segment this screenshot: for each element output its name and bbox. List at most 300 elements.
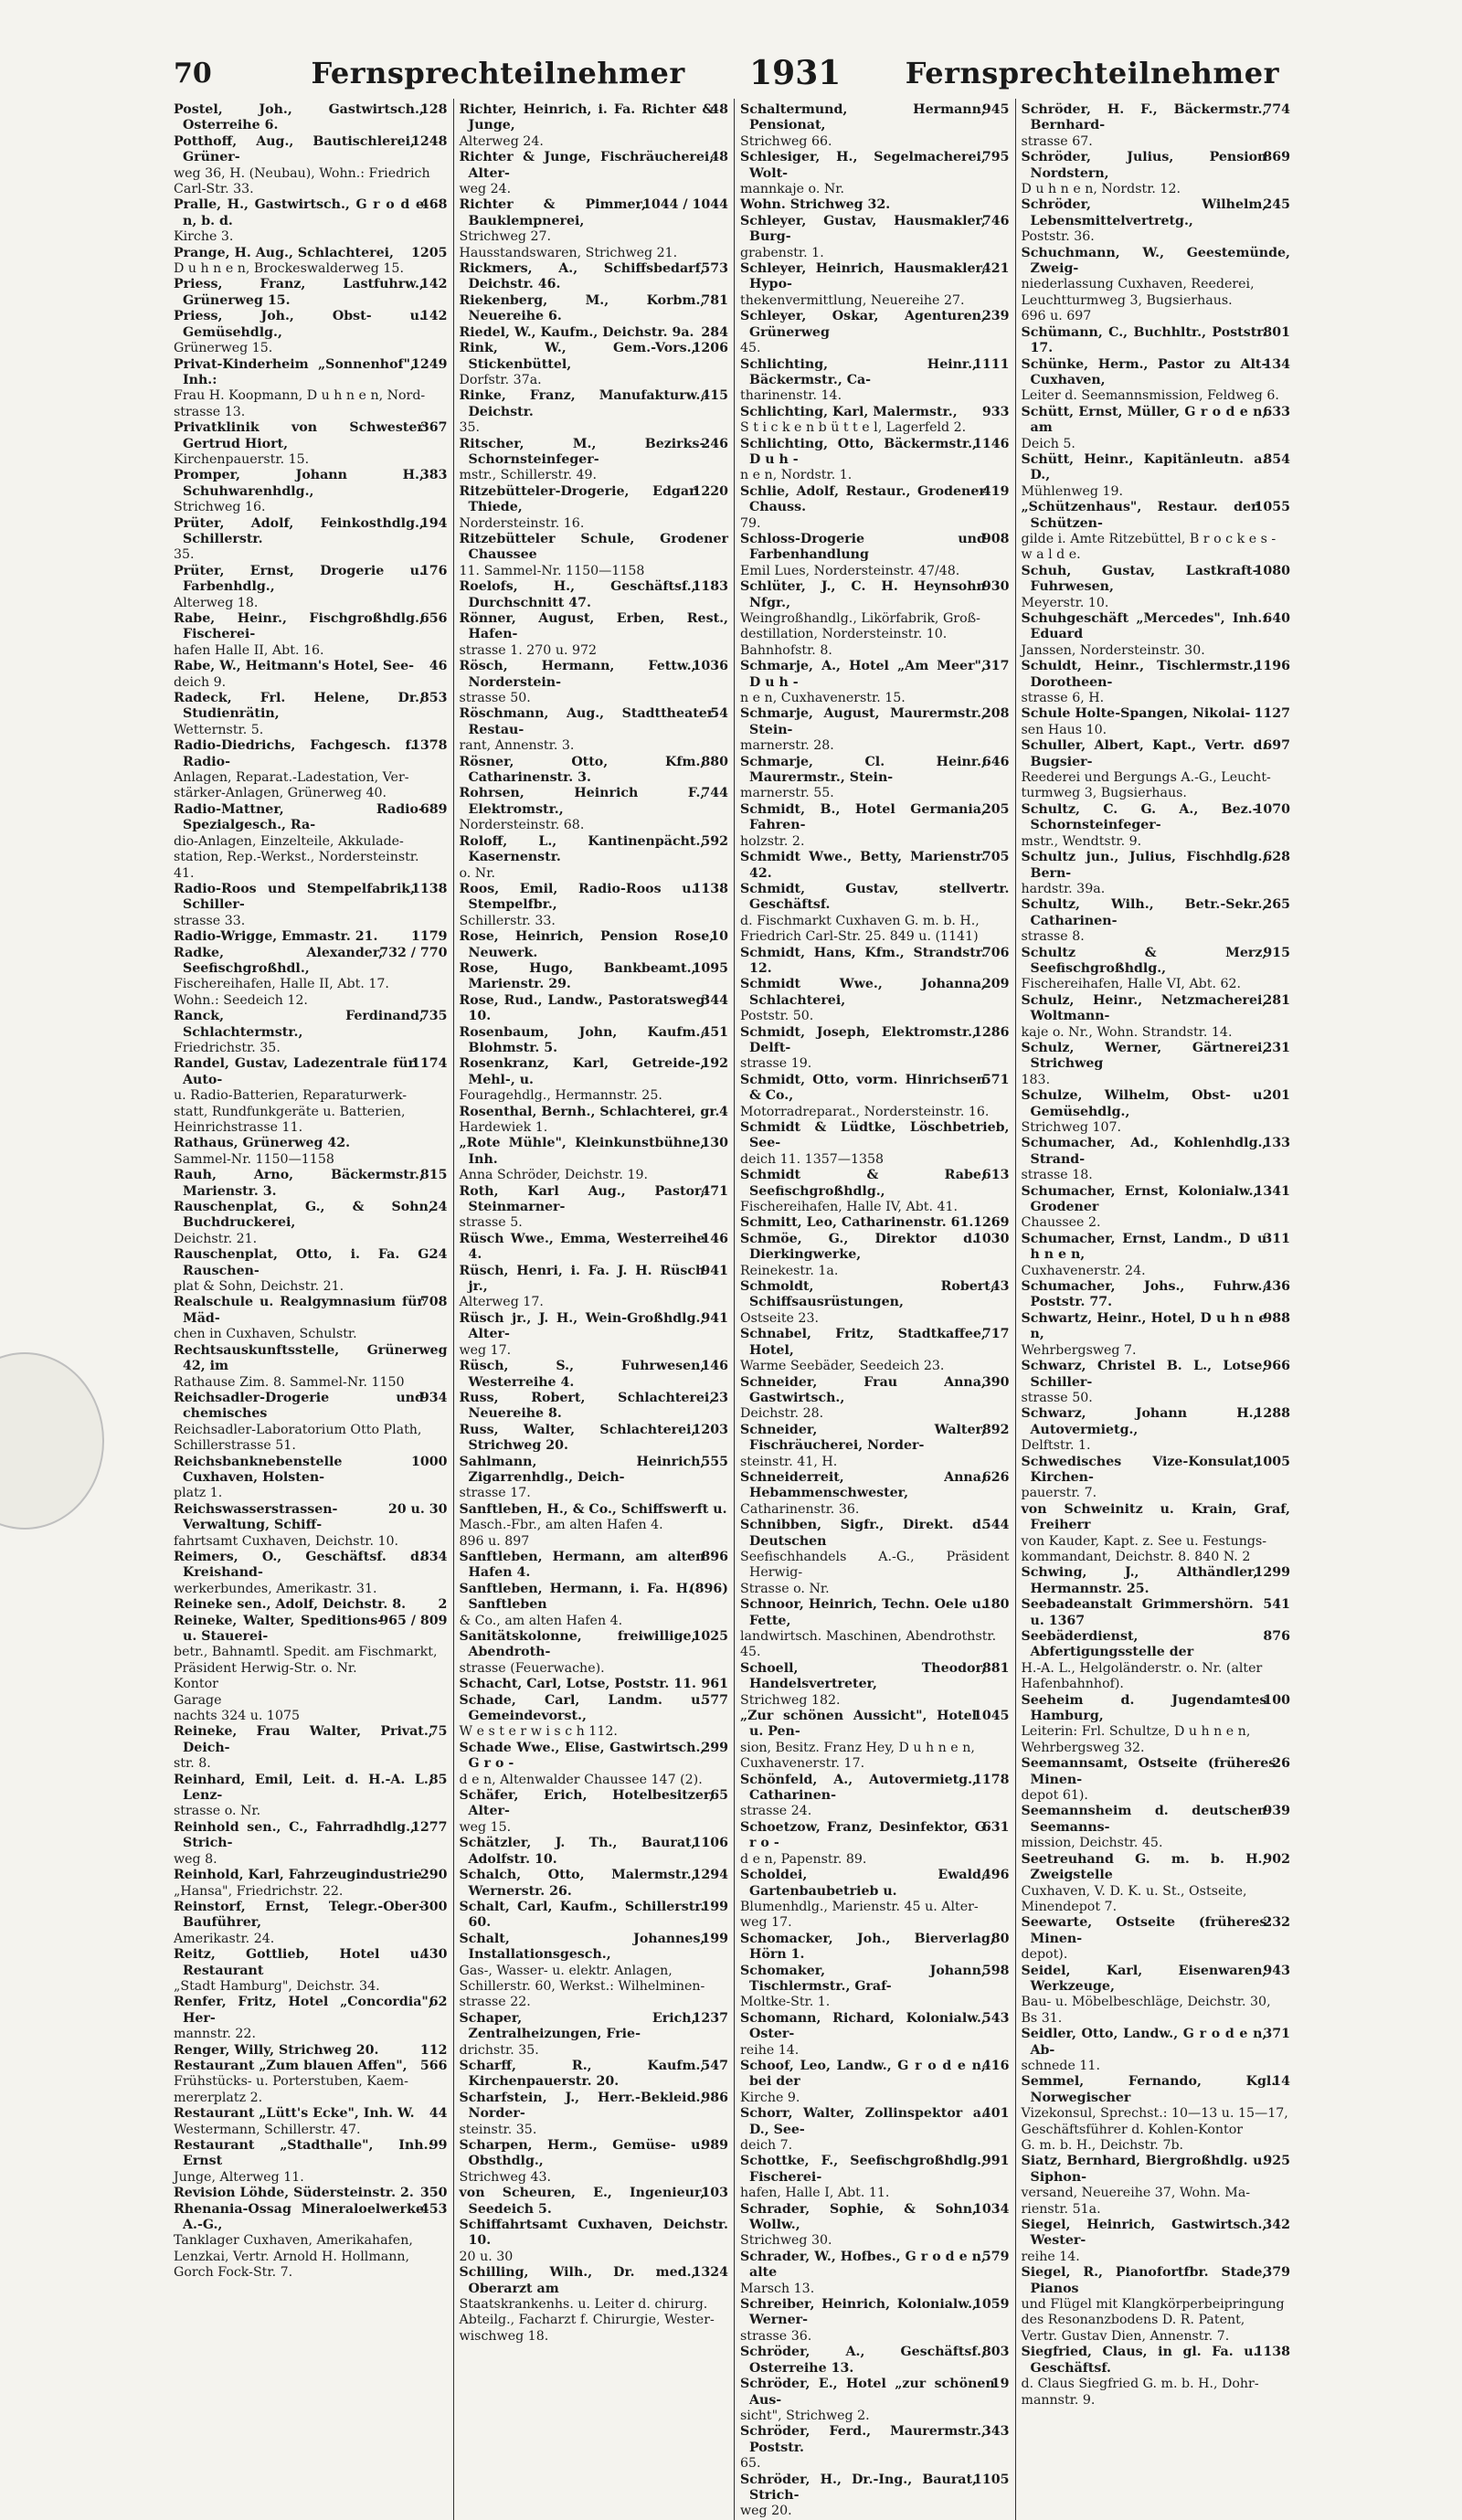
directory-entry — [460, 1693, 729, 1741]
directory-entry — [740, 1964, 1010, 2011]
entry-line: plat & Sohn, Deichstr. 21. — [174, 1279, 344, 1295]
entry-line: Randel, Gustav, Ladezentrale für Auto- — [174, 1056, 415, 1087]
phone-number: 543 — [981, 2010, 1010, 2026]
directory-entry — [1022, 2265, 1291, 2345]
entry-line: Schlichting, Otto, Bäckermstr., D u h - — [740, 436, 977, 467]
entry-line: Russ, Robert, Schlachterei, Neuereihe 8. — [459, 1390, 715, 1422]
phone-number: 246 — [701, 436, 728, 451]
directory-entry — [1022, 1852, 1291, 1916]
directory-entry — [1022, 1804, 1291, 1851]
phone-number: 795 — [981, 150, 1010, 165]
phone-number: 717 — [981, 1327, 1010, 1342]
entry-line: Schmidt & Rabe, Seefischgroßhdlg., — [740, 1168, 986, 1199]
entry-line: Strichweg 66. — [740, 133, 832, 149]
phone-number: 48 — [710, 102, 728, 117]
directory-entry — [1022, 1279, 1291, 1311]
directory-entry — [740, 2297, 1010, 2345]
phone-number: 54 — [710, 706, 728, 722]
entry-line: reihe 14. — [740, 2042, 800, 2058]
entry-line: strasse 17. — [459, 1486, 531, 1501]
entry-line: deich 7. — [740, 2138, 793, 2153]
entry-line: Sahlmann, Heinrich, Zigarrenhdlg., Deich- — [459, 1454, 705, 1485]
phone-number: 869 — [1263, 150, 1290, 165]
directory-entry — [1022, 1455, 1291, 1502]
directory-entry — [740, 2472, 1010, 2520]
entry-line: Sammel-Nr. 1150—1158 — [174, 1151, 334, 1167]
entry-line: Seefischhandels A.-G., Präsident Herwig- — [740, 1549, 1010, 1581]
entry-line: Rathaus, Grünerweg 42. — [174, 1136, 351, 1151]
directory-entry — [740, 532, 1010, 579]
entry-line: Schmidt Wwe., Johanna, Schlachterei, — [740, 977, 986, 1008]
directory-entry — [460, 1550, 729, 1582]
entry-line: Rickmers, A., Schiffsbedarf, Deichstr. 46. — [459, 261, 705, 292]
directory-entry — [460, 2091, 729, 2138]
entry-line: 183. — [1021, 1072, 1051, 1087]
entry-line: station, Rep.-Werkst., Nordersteinstr. — [174, 850, 419, 865]
entry-line: Nordersteinstr. 68. — [459, 818, 585, 833]
entry-line: Richter & Junge, Fischräucherei, Alter- — [459, 150, 715, 181]
directory-entry — [1022, 738, 1291, 802]
entry-line: Rose, Hugo, Bankbeamt., Marienstr. 29. — [459, 960, 696, 992]
entry-line: W e s t e r w i s c h 112. — [459, 1724, 618, 1740]
phone-number: 1070 — [1254, 801, 1290, 817]
directory-entry — [460, 261, 729, 293]
phone-number: 961 — [701, 1677, 728, 1692]
entry-line: Blumenhdlg., Marienstr. 45 u. Alter- — [740, 1899, 979, 1914]
phone-number: 300 — [419, 1899, 448, 1914]
entry-line: 20 u. 30 — [459, 2249, 514, 2264]
directory-entry — [460, 1423, 729, 1455]
entry-line: Scharpen, Herm., Gemüse- u. Obsthdlg., — [459, 2138, 705, 2169]
directory-entry — [460, 197, 729, 261]
directory-entry — [174, 802, 448, 882]
entry-line: Strichweg 182. — [740, 1692, 841, 1708]
phone-number: 566 — [419, 2058, 448, 2073]
phone-number: 112 — [419, 2042, 448, 2058]
directory-entry — [1022, 1629, 1291, 1693]
phone-number: 577 — [701, 1692, 728, 1708]
phone-number: 708 — [419, 1295, 448, 1310]
entry-line: Siatz, Bernhard, Biergroßhdlg. u. Siphon- — [1021, 2154, 1267, 2185]
phone-number: 299 — [701, 1740, 728, 1755]
phone-number: 1025 — [692, 1629, 728, 1644]
phone-number: 1138 — [692, 881, 728, 896]
phone-number: 1299 — [1254, 1565, 1290, 1581]
entry-line: Privat-Kinderheim „Sonnenhof", Inh.: — [174, 356, 415, 387]
phone-number: 732 / 770 — [379, 945, 448, 960]
entry-line: Schiffahrtsamt Cuxhaven, Deichstr. 10. — [459, 2218, 728, 2249]
phone-number: 265 — [1263, 897, 1290, 913]
entry-line: Seewarte, Ostseite (früheres Minen- — [1021, 1915, 1267, 1946]
entry-line: Rosenbaum, John, Kaufm., Blohmstr. 5. — [459, 1024, 705, 1055]
directory-entry — [174, 691, 448, 738]
phone-number: 401 — [981, 2106, 1010, 2122]
phone-number: 945 — [981, 102, 1010, 117]
phone-number: 544 — [981, 1518, 1010, 1533]
phone-number: 1138 — [411, 881, 448, 896]
phone-number: 633 — [1263, 404, 1290, 419]
entry-line: Schlichting, Karl, Malermstr., — [740, 404, 958, 419]
entry-line: Radio-Wrigge, Emmastr. 21. — [174, 929, 378, 945]
directory-entry — [1022, 611, 1291, 659]
directory-entry — [1022, 2154, 1291, 2218]
entry-line: Rechtsauskunftsstelle, Grünerweg 42, im — [174, 1342, 448, 1374]
directory-entry — [1022, 659, 1291, 706]
entry-line: Schultz jun., Julius, Fischhdlg., Bern- — [1021, 850, 1267, 881]
directory-entry — [1022, 325, 1291, 357]
entry-line: Catharinenstr. 36. — [740, 1501, 860, 1517]
entry-line: Reederei und Bergungs A.-G., Leucht- — [1021, 770, 1271, 786]
directory-entry — [460, 1677, 729, 1692]
entry-line: strasse 67. — [1021, 133, 1093, 149]
directory-entry — [1022, 1136, 1291, 1183]
entry-line: Ritzebütteler Schule, Grodener Chaussee — [459, 531, 728, 563]
directory-entry — [460, 1232, 729, 1264]
phone-number: 231 — [1263, 1040, 1290, 1055]
directory-entry — [460, 1582, 729, 1629]
header-year: 1931 — [749, 54, 842, 92]
entry-line: strasse 18. — [1021, 1168, 1093, 1183]
phone-number: 896 — [701, 1549, 728, 1564]
entry-line: Schulz, Werner, Gärtnerei, Strichweg — [1021, 1040, 1267, 1072]
directory-entry — [460, 2138, 729, 2186]
entry-line: Deich 5. — [1021, 436, 1075, 451]
directory-entry — [460, 2011, 729, 2059]
entry-line: H.-A. L., Helgoländerstr. o. Nr. (alter — [1021, 1660, 1263, 1676]
entry-line: Roelofs, H., Geschäftsf., Durchschnitt 47. — [459, 579, 696, 610]
entry-line: Schultz, Wilh., Betr.-Sekr., Catharinen- — [1021, 897, 1267, 928]
entry-line: Schlüter, J., C. H. Heynsohn Nfgr., — [740, 579, 986, 610]
phone-number: 134 — [1263, 356, 1290, 372]
entry-line: 65. — [740, 2456, 761, 2472]
entry-line: weg 8. — [174, 1851, 217, 1867]
phone-number: 735 — [419, 1009, 448, 1024]
entry-line: S t i c k e n b ü t t e l, Lagerfeld 2. — [740, 420, 967, 436]
phone-number: 706 — [981, 945, 1010, 960]
entry-line: Restaurant „Lütt's Ecke", Inh. W. — [174, 2106, 415, 2122]
directory-entry — [740, 309, 1010, 356]
entry-line: Schmidt & Lüdtke, Löschbetrieb, See- — [740, 1120, 1010, 1151]
entry-line: Strichweg 43. — [459, 2169, 552, 2185]
directory-entry — [460, 1629, 729, 1677]
directory-entry — [460, 834, 729, 882]
entry-line: Schade, Carl, Landm. u. Gemeindevorst., — [459, 1692, 705, 1724]
directory-entry — [740, 1661, 1010, 1709]
phone-number: 284 — [701, 324, 728, 340]
phone-number: 65 — [710, 1788, 728, 1804]
entry-line: turmweg 3, Bugsierhaus. — [1021, 786, 1187, 801]
directory-entry — [174, 1247, 448, 1295]
directory-entry — [1022, 1184, 1291, 1232]
entry-line: Cuxhavenerstr. 24. — [1021, 1263, 1146, 1278]
entry-line: Präsident Herwig-Str. o. Nr. — [174, 1660, 357, 1676]
entry-line: „Stadt Hamburg", Deichstr. 34. — [174, 1978, 380, 1994]
directory-entry — [174, 659, 448, 691]
directory-entry — [460, 293, 729, 325]
entry-line: werkerbundes, Amerikastr. 31. — [174, 1581, 377, 1596]
phone-number: 626 — [981, 1469, 1010, 1485]
entry-line: Junge, Alterweg 11. — [174, 2169, 304, 2185]
directory-entry — [740, 706, 1010, 754]
entry-line: Fischereihafen, Halle VI, Abt. 62. — [1021, 977, 1242, 992]
phone-number: 1288 — [1254, 1406, 1290, 1422]
phone-number: 1286 — [973, 1024, 1010, 1040]
directory-entry — [174, 516, 448, 564]
directory-entry — [460, 961, 729, 993]
entry-line: strasse 22. — [459, 1995, 531, 2010]
directory-entry — [460, 532, 729, 579]
entry-line: Moltke-Str. 1. — [740, 1995, 831, 2010]
directory-entry — [740, 1073, 1010, 1120]
phone-number: 774 — [1263, 102, 1290, 117]
entry-line: Cuxhavenerstr. 17. — [740, 1756, 865, 1772]
entry-line: Leuchtturmweg 3, Bugsierhaus. — [1021, 292, 1233, 308]
entry-line: Gorch Fock-Str. 7. — [174, 2265, 293, 2281]
entry-line: Schmoldt, Robert, Schiffsausrüstungen, — [740, 1279, 995, 1310]
entry-line: Scholdei, Ewald, Gartenbaubetrieb u. — [740, 1868, 986, 1899]
directory-entry — [740, 802, 1010, 850]
phone-number: 1146 — [973, 436, 1010, 451]
entry-line: Fischereihafen, Halle IV, Abt. 41. — [740, 1200, 959, 1215]
entry-line: Roos, Emil, Radio-Roos u. Stempelfbr., — [459, 881, 696, 913]
directory-entry — [740, 2011, 1010, 2059]
entry-line: Schumacher, Ernst, Landm., D u h n e n, — [1021, 1231, 1267, 1263]
entry-line: Schneiderreit, Anna, Hebammenschwester, — [740, 1469, 986, 1501]
entry-line: strasse 5. — [459, 1215, 523, 1231]
entry-line: „Schützenhaus", Restaur. der Schützen- — [1021, 500, 1258, 531]
directory-entry — [740, 261, 1010, 309]
entry-line: Carl-Str. 33. — [174, 182, 254, 197]
entry-line: Rosenthal, Bernh., Schlachterei, gr. — [459, 1104, 720, 1119]
entry-line: gilde i. Amte Ritzebüttel, B r o c k e s - — [1021, 531, 1277, 546]
entry-line: Rauschenplat, G., & Sohn, Buchdruckerei, — [174, 1200, 433, 1231]
directory-entry — [740, 1232, 1010, 1279]
directory-entry — [460, 993, 729, 1025]
entry-line: sen Haus 10. — [1021, 722, 1107, 737]
phone-number: 99 — [429, 2138, 448, 2153]
entry-line: pauerstr. 7. — [1021, 1486, 1097, 1501]
directory-entry — [740, 102, 1010, 150]
directory-entry — [740, 1215, 1010, 1231]
phone-number: 44 — [429, 2106, 448, 2122]
directory-entry — [1022, 1359, 1291, 1406]
directory-entry — [1022, 802, 1291, 850]
phone-number: 176 — [419, 563, 448, 578]
phone-number: 1378 — [411, 738, 448, 754]
directory-entry — [174, 1773, 448, 1820]
entry-line: Schultz, C. G. A., Bez.-Schornsteinfeger- — [1021, 801, 1258, 833]
entry-line: Schaper, Erich, Zentralheizungen, Frie- — [459, 2010, 696, 2042]
directory-entry — [1022, 1915, 1291, 1963]
directory-entry — [460, 882, 729, 929]
entry-line: Schumacher, Ad., Kohlenhdlg., Strand- — [1021, 1136, 1267, 1167]
directory-entry — [174, 611, 448, 659]
directory-entry — [740, 977, 1010, 1024]
entry-line: strasse 8. — [1021, 929, 1085, 945]
directory-entry — [174, 1900, 448, 1947]
entry-line: Schillerstr. 33. — [459, 913, 556, 928]
entry-line: Reichsbanknebenstelle Cuxhaven, Holsten- — [174, 1454, 343, 1485]
phone-number: 48 — [710, 150, 728, 165]
phone-number: 62 — [429, 1995, 448, 2010]
phone-number: 130 — [701, 1136, 728, 1151]
entry-line: chen in Cuxhaven, Schulstr. — [174, 1327, 357, 1342]
phone-number: 744 — [701, 786, 728, 801]
entry-line: Strichweg 27. — [459, 229, 552, 245]
phone-number: 453 — [419, 2201, 448, 2217]
entry-line: Seetreuhand G. m. b. H., Zweigstelle — [1021, 1851, 1267, 1883]
directory-entry — [460, 755, 729, 787]
entry-line: Emil Lues, Nordersteinstr. 47/48. — [740, 563, 960, 578]
entry-line: Schoetzow, Franz, Desinfektor, G r o - — [740, 1819, 986, 1851]
directory-entry — [460, 579, 729, 611]
phone-number: 876 — [1263, 1629, 1290, 1644]
entry-line: kaje o. Nr., Wohn. Strandstr. 14. — [1021, 1024, 1233, 1040]
entry-line: Schmidt, Otto, vorm. Hinrichsen & Co., — [740, 1072, 986, 1104]
entry-line: Ranck, Ferdinand, Schlachtermstr., — [174, 1009, 424, 1040]
directory-entry — [174, 2186, 448, 2201]
entry-line: Renfer, Fritz, Hotel „Concordia", Her- — [174, 1995, 433, 2026]
directory-entry — [740, 2154, 1010, 2201]
directory-entry — [460, 1025, 729, 1057]
phone-number: 1105 — [973, 2472, 1010, 2487]
directory-entry — [740, 579, 1010, 659]
entry-line: 41. — [174, 865, 195, 881]
directory-entry — [740, 2059, 1010, 2106]
entry-line: Schlie, Adolf, Restaur., Grodener Chauss. — [740, 483, 986, 515]
phone-number: 781 — [701, 292, 728, 308]
directory-entry — [1022, 1232, 1291, 1279]
phone-number: 317 — [981, 659, 1010, 674]
phone-number: 1220 — [692, 483, 728, 499]
entry-line: strasse 50. — [459, 691, 531, 706]
directory-entry — [740, 2202, 1010, 2250]
entry-line: Rose, Rud., Landw., Pastoratsweg 10. — [459, 992, 705, 1024]
directory-entry — [174, 929, 448, 945]
entry-line: Schneider, Walter, Fischräucherei, Norder- — [740, 1422, 986, 1454]
phone-number: 371 — [1263, 2027, 1290, 2042]
entry-line: Schwarz, Johann H., Autovermietg., — [1021, 1406, 1258, 1437]
phone-number: 245 — [1263, 197, 1290, 213]
entry-line: betr., Bahnamtl. Spedit. am Fischmarkt, — [174, 1645, 438, 1660]
entry-line: o. Nr. — [459, 865, 495, 881]
directory-entry — [740, 1773, 1010, 1820]
phone-number: 344 — [701, 992, 728, 1008]
phone-number: 128 — [419, 102, 448, 117]
directory-entry — [460, 388, 729, 436]
directory-entry — [1022, 405, 1291, 452]
phone-number: 1324 — [692, 2265, 728, 2281]
entry-line: Schilling, Wilh., Dr. med., Oberarzt am — [459, 2265, 696, 2296]
phone-number: 80 — [991, 1931, 1010, 1946]
entry-line: Poststr. 50. — [740, 1009, 814, 1024]
directory-entry — [460, 2059, 729, 2091]
phone-number: 697 — [1263, 738, 1290, 754]
phone-number: 146 — [701, 1359, 728, 1374]
entry-line: Schillerstrasse 51. — [174, 1438, 296, 1454]
directory-entry — [174, 1820, 448, 1868]
entry-line: strasse o. Nr. — [174, 1804, 261, 1819]
entry-line: Wetternstr. 5. — [174, 722, 264, 737]
entry-line: 45. — [740, 341, 761, 356]
directory-entry — [740, 150, 1010, 197]
directory-entry — [740, 1597, 1010, 1661]
entry-line: Ritscher, M., Bezirks-Schornsteinfeger- — [459, 436, 705, 467]
entry-line: Vizekonsul, Sprechst.: 10—13 u. 15—17, — [1021, 2106, 1288, 2122]
entry-line: steinstr. 41, H. — [740, 1454, 838, 1469]
entry-line: Pralle, H., Gastwirtsch., G r o d e n, b. d. — [174, 197, 424, 228]
phone-number: 640 — [1263, 611, 1290, 626]
phone-number: 1203 — [692, 1422, 728, 1437]
entry-line: Riedel, W., Kaufm., Deichstr. 9a. — [459, 324, 694, 340]
entry-line: Schomann, Richard, Kolonialw., Oster- — [740, 2010, 986, 2042]
page-binding-edge — [0, 0, 137, 2030]
phone-number: 281 — [1263, 992, 1290, 1008]
entry-line: Schmarje, Cl. Heinr., Maurermstr., Stein- — [740, 754, 986, 786]
entry-line: Prüter, Ernst, Drogerie u. Farbenhdlg., — [174, 563, 424, 595]
entry-line: Schorr, Walter, Zollinspektor a. D., See- — [740, 2106, 986, 2137]
directory-entry — [460, 437, 729, 484]
phone-number: 1111 — [973, 356, 1010, 372]
entry-line: mstr., Schillerstr. 49. — [459, 468, 598, 483]
entry-line: dio-Anlagen, Einzelteile, Akkulade- — [174, 833, 404, 849]
entry-line: Meyerstr. 10. — [1021, 595, 1109, 610]
entry-line: n e n, Cuxhavenerstr. 15. — [740, 691, 906, 706]
directory-entry — [740, 1709, 1010, 1773]
entry-line: Richter & Pimmer, Bauklempnerei, — [459, 197, 646, 228]
phone-number: 146 — [701, 1231, 728, 1246]
directory-entry — [460, 325, 729, 341]
entry-line: Schmarje, A., Hotel „Am Meer", D u h - — [740, 659, 986, 690]
entry-line: holzstr. 2. — [740, 833, 805, 849]
phone-number: 142 — [419, 277, 448, 292]
directory-column-3 — [734, 99, 1015, 2520]
entry-line: Schalch, Otto, Malermstr., Wernerstr. 26. — [459, 1868, 696, 1899]
entry-line: 35. — [174, 547, 195, 563]
directory-entry — [174, 197, 448, 245]
entry-line: strasse 13. — [174, 404, 246, 419]
entry-line: Schmidt, Joseph, Elektromstr., Delft- — [740, 1024, 977, 1055]
entry-line: thekenvermittlung, Neuereihe 27. — [740, 292, 965, 308]
phone-number: 598 — [981, 1963, 1010, 1978]
directory-entry — [460, 786, 729, 833]
entry-line: d e n, Altenwalder Chaussee 147 (2). — [459, 1772, 703, 1787]
directory-entry — [740, 357, 1010, 405]
directory-entry — [740, 2424, 1010, 2472]
directory-entry — [740, 850, 1010, 882]
directory-entry — [460, 929, 729, 961]
entry-line: Russ, Walter, Schlachterei, Strichweg 20. — [459, 1422, 696, 1454]
entry-line: Schmidt, B., Hotel Germania, Fahren- — [740, 801, 986, 833]
entry-line: 79. — [740, 515, 761, 531]
phone-number: 192 — [701, 1056, 728, 1072]
entry-line: Rhenania-Ossag Mineraloelwerke A.-G., — [174, 2201, 424, 2233]
header-left-title: Fernsprechteilnehmer — [311, 56, 685, 90]
phone-number: 991 — [981, 2154, 1010, 2169]
entry-line: Bs 31. — [1021, 2010, 1063, 2026]
phone-number: 934 — [419, 1390, 448, 1405]
directory-entry — [174, 1550, 448, 1597]
phone-number: 1045 — [973, 1709, 1010, 1724]
directory-column-2 — [453, 99, 735, 2520]
phone-number: 1005 — [1254, 1454, 1290, 1469]
entry-line: w a l d e. — [1021, 547, 1081, 563]
entry-line: Schulz, Heinr., Netzmacherei, Woltmann- — [1021, 992, 1267, 1024]
entry-line: Semmel, Fernando, Kgl. Norwegischer — [1021, 2074, 1277, 2105]
directory-entry — [460, 1932, 729, 2011]
entry-line: Schröder, H., Dr.-Ing., Baurat, Strich- — [740, 2472, 977, 2503]
entry-line: Leiter d. Seemannsmission, Feldweg 6. — [1021, 388, 1279, 404]
